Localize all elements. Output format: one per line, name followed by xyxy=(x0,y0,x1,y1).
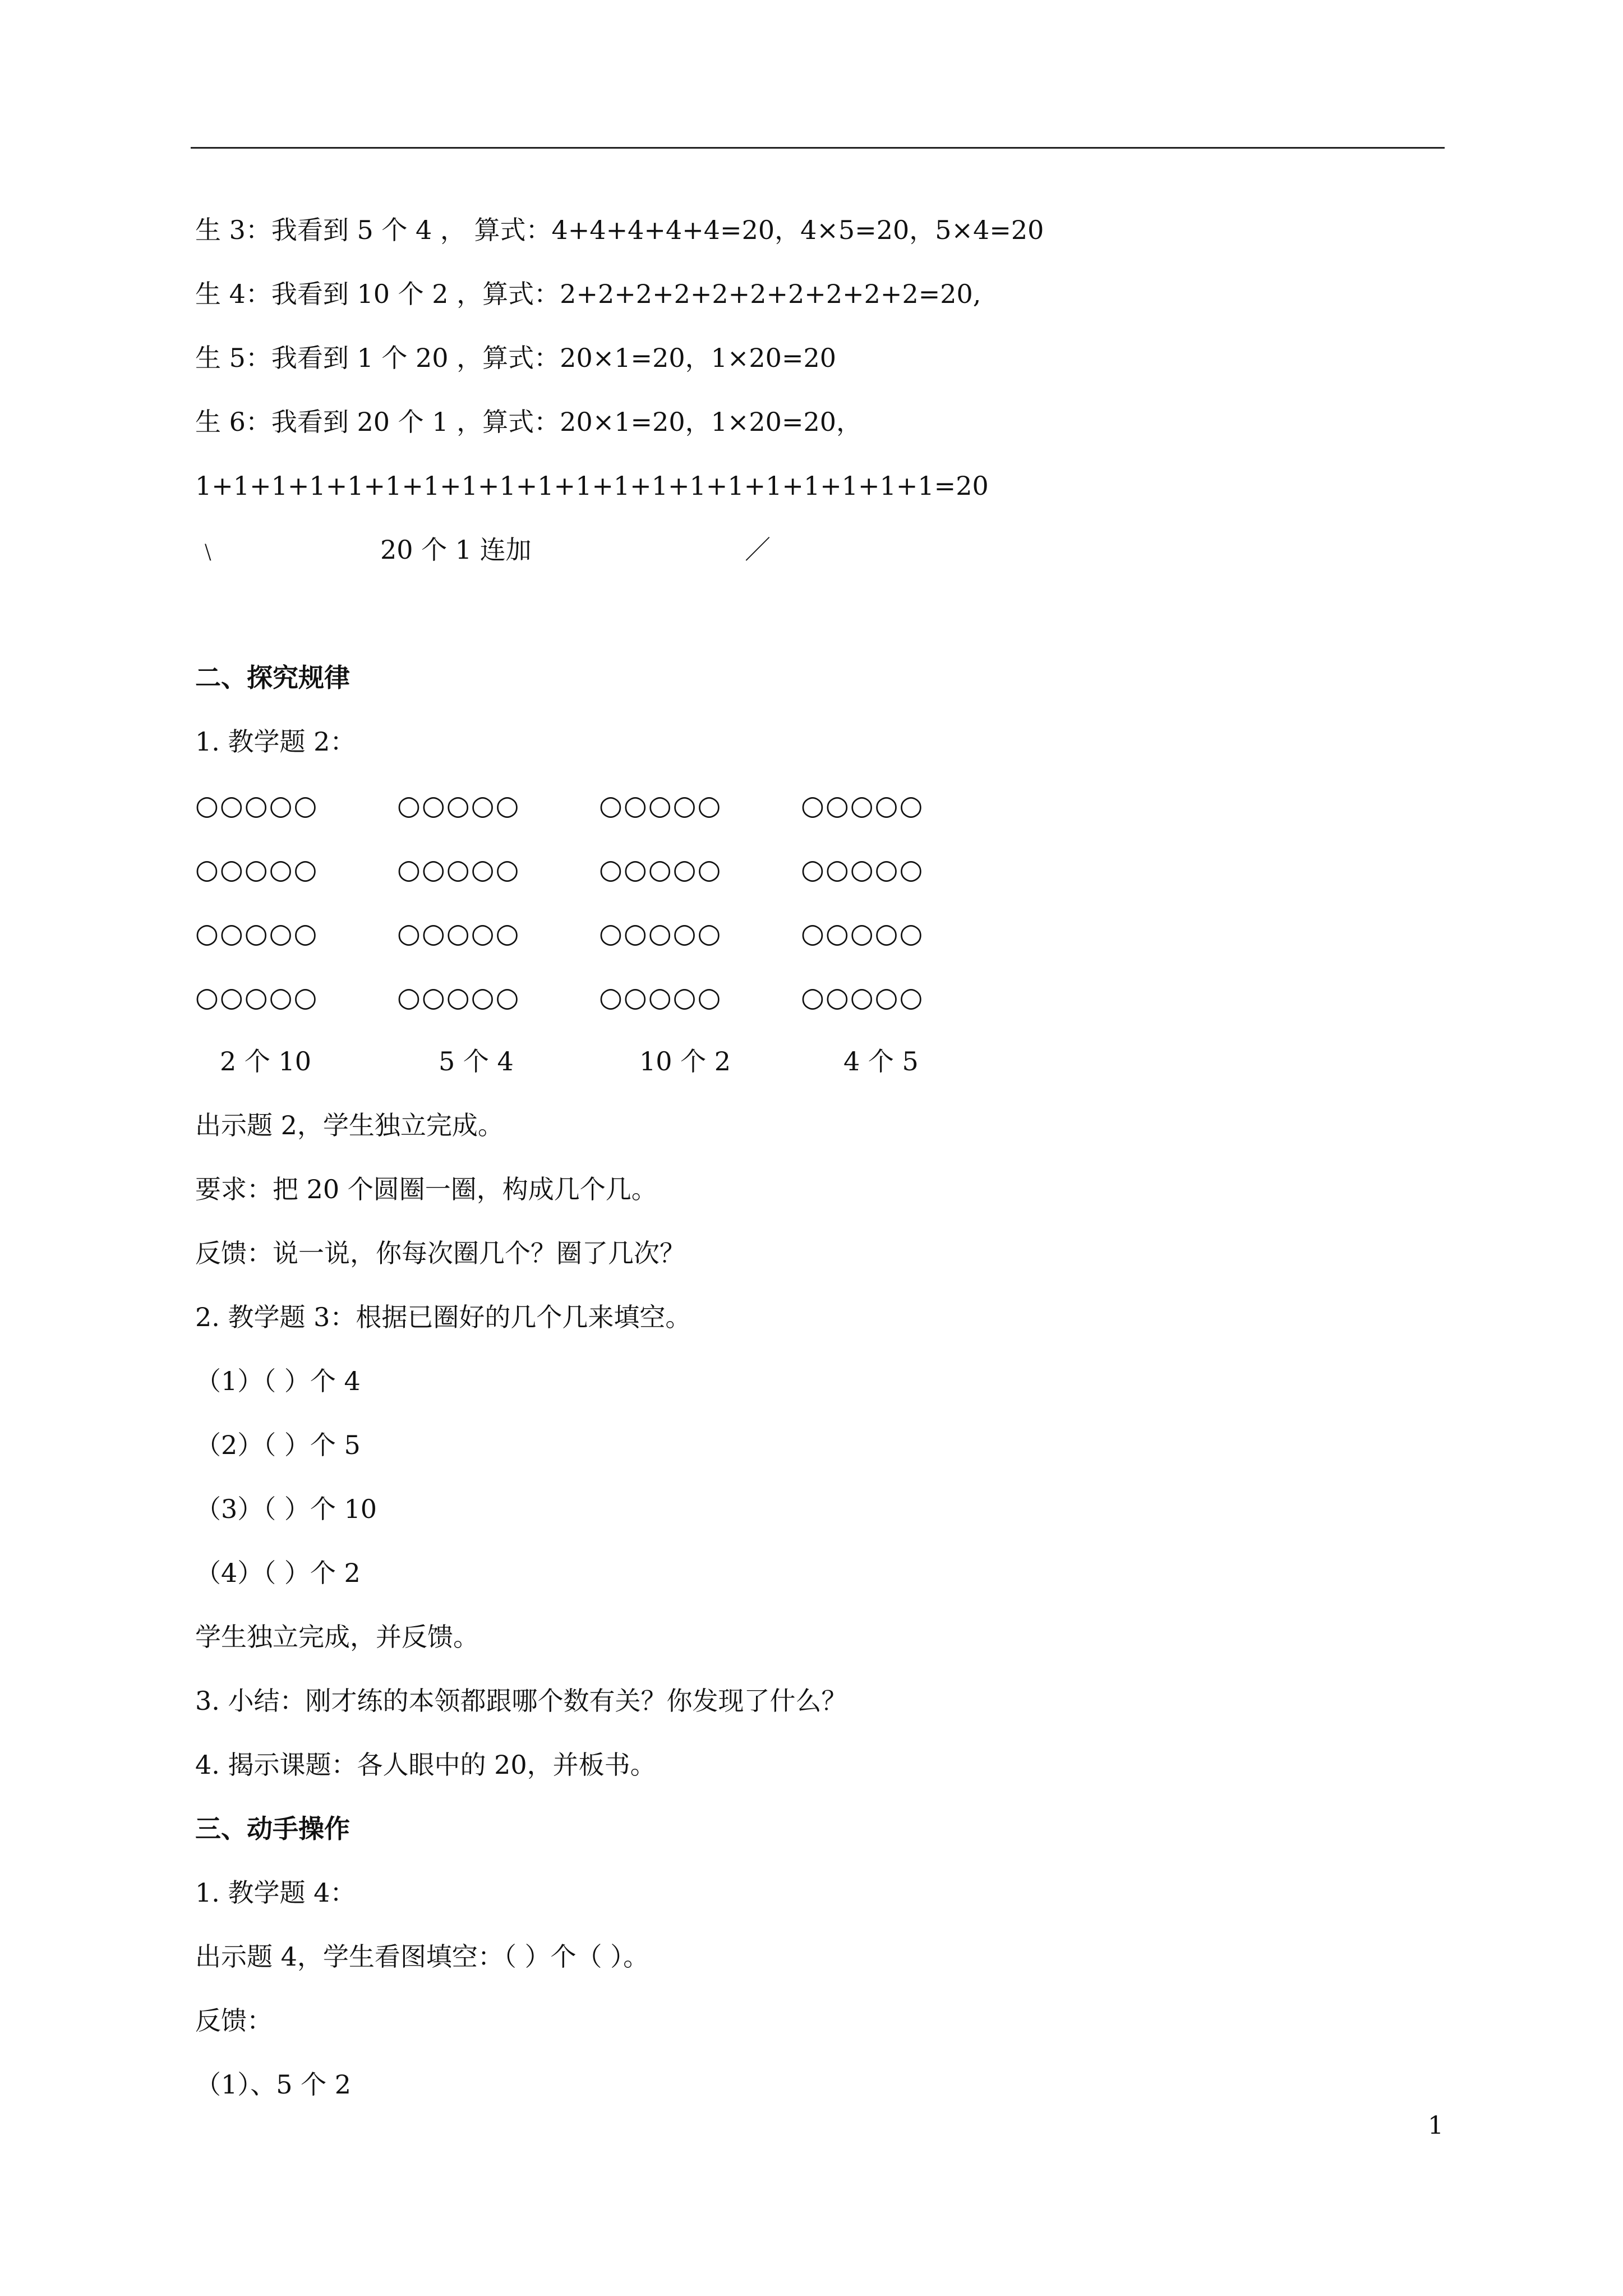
sum-of-ones-line: 1+1+1+1+1+1+1+1+1+1+1+1+1+1+1+1+1+1+1+1=20 xyxy=(195,471,989,501)
text-line: 出示题 4，学生看图填空：（ ）个（ ）。 xyxy=(195,1941,649,1972)
circle-group: ○○○○○ xyxy=(801,982,924,1013)
text-line: 反馈： xyxy=(195,2005,273,2036)
circle-group: ○○○○○ xyxy=(599,982,722,1013)
text-line: 出示题 2，学生独立完成。 xyxy=(195,1110,504,1140)
fill-blank-item: （1）（ ）个 4 xyxy=(195,1366,361,1396)
fill-blank-item: （3）（ ）个 10 xyxy=(195,1494,377,1524)
circle-group: ○○○○○ xyxy=(195,790,319,821)
fill-blank-item: （4）（ ）个 2 xyxy=(195,1558,361,1588)
group-label: 5 个 4 xyxy=(439,1046,514,1076)
page-number: 1 xyxy=(1428,2111,1444,2140)
circle-group: ○○○○○ xyxy=(195,918,319,949)
group-label: 10 个 2 xyxy=(639,1046,731,1076)
circle-group: ○○○○○ xyxy=(195,982,319,1013)
student-line-5: 生 5：我看到 1 个 20 ，算式：20×1=20，1×20=20 xyxy=(195,343,837,373)
circle-group: ○○○○○ xyxy=(801,854,924,885)
circle-group: ○○○○○ xyxy=(397,982,520,1013)
circle-group: ○○○○○ xyxy=(397,918,520,949)
student-line-3: 生 3：我看到 5 个 4 ， 算式：4+4+4+4+4=20，4×5=20，5×4=20 xyxy=(195,215,1044,245)
brace-right-stroke: ／ xyxy=(745,535,771,565)
text-line: 1. 教学题 4： xyxy=(195,1878,356,1908)
circle-group: ○○○○○ xyxy=(599,918,722,949)
text-line: 3. 小结：刚才练的本领都跟哪个数有关？你发现了什么？ xyxy=(195,1686,847,1716)
text-line: 4. 揭示课题：各人眼中的 20，并板书。 xyxy=(195,1750,656,1780)
text-line: 反馈：说一说，你每次圈几个？圈了几次？ xyxy=(195,1238,685,1268)
text-line: 2. 教学题 3：根据已圈好的几个几来填空。 xyxy=(195,1302,691,1332)
question-2-label: 1. 教学题 2： xyxy=(195,726,356,757)
circle-group: ○○○○○ xyxy=(397,790,520,821)
circle-group: ○○○○○ xyxy=(195,854,319,885)
text-line: （1）、5 个 2 xyxy=(195,2069,352,2100)
brace-left-stroke: ﹨ xyxy=(195,535,221,565)
section-2-title: 二、探究规律 xyxy=(195,662,350,693)
fill-blank-item: （2）（ ）个 5 xyxy=(195,1430,361,1460)
circle-group: ○○○○○ xyxy=(599,854,722,885)
student-line-4: 生 4：我看到 10 个 2 ，算式：2+2+2+2+2+2+2+2+2+2=20, xyxy=(195,279,981,309)
header-rule xyxy=(191,147,1445,149)
brace-label: 20 个 1 连加 xyxy=(380,535,532,565)
circle-group: ○○○○○ xyxy=(397,854,520,885)
circle-group: ○○○○○ xyxy=(801,918,924,949)
student-line-6: 生 6：我看到 20 个 1 ，算式：20×1=20，1×20=20， xyxy=(195,407,863,437)
group-label: 2 个 10 xyxy=(220,1046,312,1076)
group-label: 4 个 5 xyxy=(843,1046,919,1076)
text-line: 学生独立完成，并反馈。 xyxy=(195,1622,479,1652)
text-line: 要求：把 20 个圆圈一圈，构成几个几。 xyxy=(195,1174,657,1204)
circle-group: ○○○○○ xyxy=(801,790,924,821)
circle-group: ○○○○○ xyxy=(599,790,722,821)
section-3-title: 三、动手操作 xyxy=(195,1814,350,1844)
